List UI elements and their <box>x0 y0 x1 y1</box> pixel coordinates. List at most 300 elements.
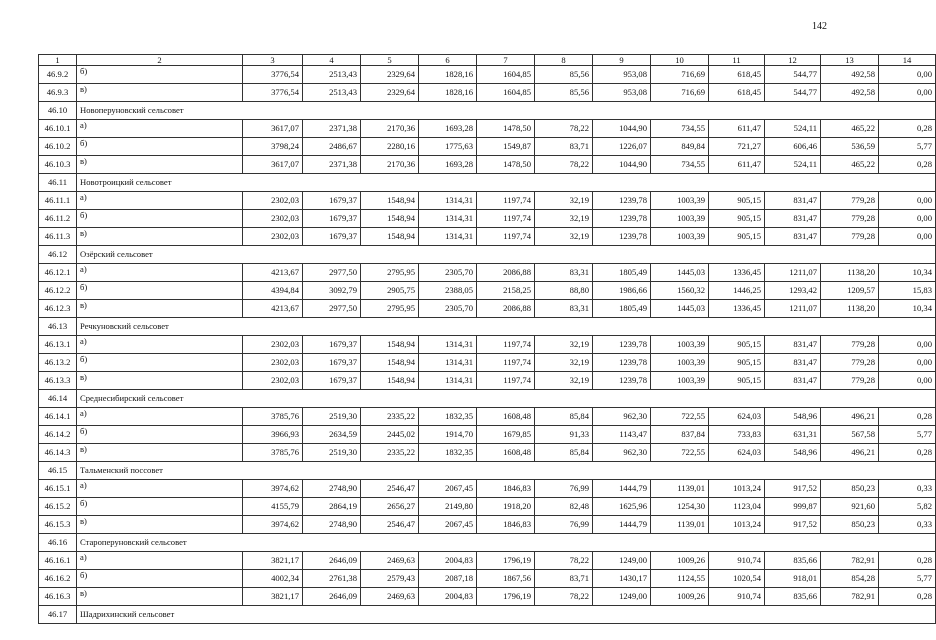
settlement-name: Речкуновский сельсовет <box>77 318 936 336</box>
value-cell: 91,33 <box>535 426 593 444</box>
row-code: 46.12.3 <box>39 300 77 318</box>
value-cell: 1139,01 <box>651 480 709 498</box>
row-code: 46.10.2 <box>39 138 77 156</box>
value-cell: 1679,37 <box>303 228 361 246</box>
table-row <box>39 192 936 210</box>
value-cell: 1314,31 <box>419 336 477 354</box>
value-cell: 1138,20 <box>821 264 879 282</box>
value-cell: 465,22 <box>821 156 879 174</box>
value-cell: 0,33 <box>879 516 936 534</box>
value-cell: 722,55 <box>651 408 709 426</box>
row-variant: б) <box>77 210 243 228</box>
value-cell: 83,31 <box>535 264 593 282</box>
value-cell: 544,77 <box>765 84 821 102</box>
value-cell: 536,59 <box>821 138 879 156</box>
value-cell: 2335,22 <box>361 444 419 462</box>
row-code: 46.16 <box>39 534 77 552</box>
value-cell: 2086,88 <box>477 264 535 282</box>
value-cell: 2149,80 <box>419 498 477 516</box>
value-cell: 1003,39 <box>651 354 709 372</box>
value-cell: 1679,85 <box>477 426 535 444</box>
value-cell: 1796,19 <box>477 588 535 606</box>
value-cell: 716,69 <box>651 84 709 102</box>
value-cell: 835,66 <box>765 552 821 570</box>
value-cell: 1336,45 <box>709 264 765 282</box>
value-cell: 2329,64 <box>361 66 419 84</box>
value-cell: 1013,24 <box>709 480 765 498</box>
column-number-2: 2 <box>77 55 243 66</box>
value-cell: 2546,47 <box>361 480 419 498</box>
value-cell: 835,66 <box>765 588 821 606</box>
value-cell: 2977,50 <box>303 264 361 282</box>
row-code: 46.16.3 <box>39 588 77 606</box>
value-cell: 2761,38 <box>303 570 361 588</box>
value-cell: 1805,49 <box>593 264 651 282</box>
row-variant: а) <box>77 120 243 138</box>
value-cell: 1197,74 <box>477 372 535 390</box>
value-cell: 2305,70 <box>419 300 477 318</box>
column-number-6: 6 <box>419 55 477 66</box>
value-cell: 2302,03 <box>243 372 303 390</box>
value-cell: 4155,79 <box>243 498 303 516</box>
value-cell: 831,47 <box>765 192 821 210</box>
value-cell: 2170,36 <box>361 156 419 174</box>
column-number-9: 9 <box>593 55 651 66</box>
value-cell: 32,19 <box>535 354 593 372</box>
section-row <box>39 534 936 552</box>
row-code: 46.15.3 <box>39 516 77 534</box>
value-cell: 492,58 <box>821 84 879 102</box>
value-cell: 1828,16 <box>419 66 477 84</box>
table-row <box>39 408 936 426</box>
value-cell: 1293,42 <box>765 282 821 300</box>
value-cell: 1197,74 <box>477 192 535 210</box>
value-cell: 2388,05 <box>419 282 477 300</box>
row-code: 46.12.1 <box>39 264 77 282</box>
table-row <box>39 480 936 498</box>
value-cell: 2905,75 <box>361 282 419 300</box>
value-cell: 85,56 <box>535 66 593 84</box>
value-cell: 465,22 <box>821 120 879 138</box>
value-cell: 2004,83 <box>419 552 477 570</box>
column-number-4: 4 <box>303 55 361 66</box>
value-cell: 734,55 <box>651 120 709 138</box>
value-cell: 953,08 <box>593 84 651 102</box>
row-variant: б) <box>77 570 243 588</box>
value-cell: 1044,90 <box>593 156 651 174</box>
value-cell: 1197,74 <box>477 336 535 354</box>
value-cell: 0,00 <box>879 336 936 354</box>
section-row <box>39 318 936 336</box>
value-cell: 1679,37 <box>303 336 361 354</box>
table-row <box>39 156 936 174</box>
value-cell: 782,91 <box>821 552 879 570</box>
value-cell: 1138,20 <box>821 300 879 318</box>
row-code: 46.14.1 <box>39 408 77 426</box>
value-cell: 1548,94 <box>361 192 419 210</box>
value-cell: 1003,39 <box>651 192 709 210</box>
value-cell: 85,84 <box>535 408 593 426</box>
value-cell: 831,47 <box>765 336 821 354</box>
value-cell: 85,84 <box>535 444 593 462</box>
value-cell: 0,00 <box>879 354 936 372</box>
value-cell: 524,11 <box>765 120 821 138</box>
table-row <box>39 516 936 534</box>
value-cell: 3974,62 <box>243 516 303 534</box>
table-row <box>39 84 936 102</box>
value-cell: 921,60 <box>821 498 879 516</box>
table-row <box>39 372 936 390</box>
value-cell: 1239,78 <box>593 210 651 228</box>
value-cell: 76,99 <box>535 480 593 498</box>
value-cell: 953,08 <box>593 66 651 84</box>
table-row <box>39 264 936 282</box>
tariff-table <box>38 54 936 624</box>
row-variant: в) <box>77 156 243 174</box>
value-cell: 2302,03 <box>243 210 303 228</box>
value-cell: 611,47 <box>709 156 765 174</box>
value-cell: 1430,17 <box>593 570 651 588</box>
value-cell: 831,47 <box>765 228 821 246</box>
column-number-12: 12 <box>765 55 821 66</box>
row-code: 46.13.3 <box>39 372 77 390</box>
value-cell: 910,74 <box>709 552 765 570</box>
row-code: 46.10 <box>39 102 77 120</box>
page-number: 142 <box>812 21 827 32</box>
value-cell: 2335,22 <box>361 408 419 426</box>
value-cell: 905,15 <box>709 210 765 228</box>
value-cell: 618,45 <box>709 66 765 84</box>
value-cell: 2280,16 <box>361 138 419 156</box>
table-row <box>39 138 936 156</box>
row-code: 46.17 <box>39 606 77 624</box>
row-code: 46.9.3 <box>39 84 77 102</box>
column-number-7: 7 <box>477 55 535 66</box>
row-code: 46.16.2 <box>39 570 77 588</box>
row-variant: б) <box>77 426 243 444</box>
value-cell: 1679,37 <box>303 372 361 390</box>
value-cell: 1139,01 <box>651 516 709 534</box>
value-cell: 0,33 <box>879 480 936 498</box>
row-code: 46.10.3 <box>39 156 77 174</box>
value-cell: 1775,63 <box>419 138 477 156</box>
row-code: 46.11.2 <box>39 210 77 228</box>
value-cell: 32,19 <box>535 192 593 210</box>
value-cell: 1211,07 <box>765 264 821 282</box>
value-cell: 1548,94 <box>361 354 419 372</box>
value-cell: 1044,90 <box>593 120 651 138</box>
column-number-1: 1 <box>39 55 77 66</box>
value-cell: 2158,25 <box>477 282 535 300</box>
value-cell: 2519,30 <box>303 408 361 426</box>
value-cell: 88,80 <box>535 282 593 300</box>
value-cell: 1832,35 <box>419 444 477 462</box>
value-cell: 32,19 <box>535 228 593 246</box>
column-number-14: 14 <box>879 55 936 66</box>
settlement-name: Новотроицкий сельсовет <box>77 174 936 192</box>
row-variant: а) <box>77 552 243 570</box>
value-cell: 1608,48 <box>477 408 535 426</box>
value-cell: 496,21 <box>821 444 879 462</box>
settlement-name: Тальменский поссовет <box>77 462 936 480</box>
value-cell: 2646,09 <box>303 588 361 606</box>
table-row <box>39 570 936 588</box>
value-cell: 3776,54 <box>243 66 303 84</box>
value-cell: 721,27 <box>709 138 765 156</box>
value-cell: 1828,16 <box>419 84 477 102</box>
value-cell: 2086,88 <box>477 300 535 318</box>
value-cell: 2067,45 <box>419 480 477 498</box>
value-cell: 1986,66 <box>593 282 651 300</box>
value-cell: 492,58 <box>821 66 879 84</box>
column-number-10: 10 <box>651 55 709 66</box>
table-row <box>39 228 936 246</box>
settlement-name: Староперуновский сельсовет <box>77 534 936 552</box>
value-cell: 1254,30 <box>651 498 709 516</box>
row-code: 46.9.2 <box>39 66 77 84</box>
value-cell: 624,03 <box>709 408 765 426</box>
value-cell: 1832,35 <box>419 408 477 426</box>
value-cell: 1548,94 <box>361 372 419 390</box>
value-cell: 716,69 <box>651 66 709 84</box>
value-cell: 1314,31 <box>419 372 477 390</box>
table-row <box>39 426 936 444</box>
row-variant: а) <box>77 480 243 498</box>
value-cell: 15,83 <box>879 282 936 300</box>
value-cell: 1693,28 <box>419 120 477 138</box>
value-cell: 2513,43 <box>303 84 361 102</box>
value-cell: 0,28 <box>879 120 936 138</box>
value-cell: 1239,78 <box>593 354 651 372</box>
value-cell: 905,15 <box>709 372 765 390</box>
section-row <box>39 102 936 120</box>
value-cell: 1796,19 <box>477 552 535 570</box>
row-code: 46.15.1 <box>39 480 77 498</box>
row-code: 46.13.1 <box>39 336 77 354</box>
row-code: 46.11.3 <box>39 228 77 246</box>
value-cell: 4394,84 <box>243 282 303 300</box>
value-cell: 1478,50 <box>477 120 535 138</box>
value-cell: 1608,48 <box>477 444 535 462</box>
value-cell: 0,00 <box>879 372 936 390</box>
value-cell: 905,15 <box>709 192 765 210</box>
value-cell: 1209,57 <box>821 282 879 300</box>
value-cell: 1239,78 <box>593 228 651 246</box>
value-cell: 831,47 <box>765 372 821 390</box>
value-cell: 1445,03 <box>651 300 709 318</box>
value-cell: 624,03 <box>709 444 765 462</box>
value-cell: 2646,09 <box>303 552 361 570</box>
value-cell: 3776,54 <box>243 84 303 102</box>
value-cell: 0,28 <box>879 408 936 426</box>
settlement-name: Шадрихинский сельсовет <box>77 606 936 624</box>
value-cell: 10,34 <box>879 264 936 282</box>
value-cell: 82,48 <box>535 498 593 516</box>
value-cell: 1693,28 <box>419 156 477 174</box>
value-cell: 567,58 <box>821 426 879 444</box>
row-code: 46.12 <box>39 246 77 264</box>
value-cell: 0,28 <box>879 156 936 174</box>
value-cell: 2305,70 <box>419 264 477 282</box>
value-cell: 779,28 <box>821 210 879 228</box>
value-cell: 1625,96 <box>593 498 651 516</box>
value-cell: 999,87 <box>765 498 821 516</box>
value-cell: 1444,79 <box>593 480 651 498</box>
table-row <box>39 300 936 318</box>
value-cell: 917,52 <box>765 516 821 534</box>
value-cell: 1548,94 <box>361 210 419 228</box>
row-variant: а) <box>77 264 243 282</box>
row-code: 46.16.1 <box>39 552 77 570</box>
value-cell: 850,23 <box>821 480 879 498</box>
value-cell: 2579,43 <box>361 570 419 588</box>
value-cell: 779,28 <box>821 336 879 354</box>
value-cell: 1446,25 <box>709 282 765 300</box>
value-cell: 1003,39 <box>651 210 709 228</box>
value-cell: 918,01 <box>765 570 821 588</box>
row-variant: б) <box>77 66 243 84</box>
value-cell: 2469,63 <box>361 552 419 570</box>
value-cell: 1003,39 <box>651 228 709 246</box>
section-row <box>39 246 936 264</box>
value-cell: 1548,94 <box>361 336 419 354</box>
value-cell: 2634,59 <box>303 426 361 444</box>
value-cell: 2067,45 <box>419 516 477 534</box>
value-cell: 32,19 <box>535 372 593 390</box>
table-row <box>39 444 936 462</box>
value-cell: 4213,67 <box>243 300 303 318</box>
value-cell: 1239,78 <box>593 336 651 354</box>
value-cell: 5,77 <box>879 570 936 588</box>
value-cell: 2656,27 <box>361 498 419 516</box>
row-code: 46.13 <box>39 318 77 336</box>
table-row <box>39 588 936 606</box>
value-cell: 2795,95 <box>361 300 419 318</box>
value-cell: 3798,24 <box>243 138 303 156</box>
value-cell: 618,45 <box>709 84 765 102</box>
value-cell: 962,30 <box>593 408 651 426</box>
value-cell: 3785,76 <box>243 444 303 462</box>
value-cell: 0,28 <box>879 444 936 462</box>
value-cell: 0,28 <box>879 588 936 606</box>
value-cell: 1548,94 <box>361 228 419 246</box>
value-cell: 1604,85 <box>477 66 535 84</box>
value-cell: 1336,45 <box>709 300 765 318</box>
value-cell: 1211,07 <box>765 300 821 318</box>
row-variant: в) <box>77 372 243 390</box>
row-variant: б) <box>77 354 243 372</box>
value-cell: 2302,03 <box>243 354 303 372</box>
value-cell: 1314,31 <box>419 210 477 228</box>
value-cell: 2546,47 <box>361 516 419 534</box>
value-cell: 779,28 <box>821 192 879 210</box>
row-variant: в) <box>77 588 243 606</box>
section-row <box>39 606 936 624</box>
column-number-5: 5 <box>361 55 419 66</box>
row-variant: а) <box>77 336 243 354</box>
value-cell: 78,22 <box>535 156 593 174</box>
value-cell: 1549,87 <box>477 138 535 156</box>
value-cell: 1679,37 <box>303 192 361 210</box>
table-row <box>39 552 936 570</box>
value-cell: 2486,67 <box>303 138 361 156</box>
value-cell: 1123,04 <box>709 498 765 516</box>
value-cell: 850,23 <box>821 516 879 534</box>
row-variant: в) <box>77 516 243 534</box>
value-cell: 2748,90 <box>303 480 361 498</box>
settlement-name: Озёрский сельсовет <box>77 246 936 264</box>
value-cell: 1226,07 <box>593 138 651 156</box>
row-code: 46.12.2 <box>39 282 77 300</box>
value-cell: 1020,54 <box>709 570 765 588</box>
value-cell: 722,55 <box>651 444 709 462</box>
value-cell: 548,96 <box>765 408 821 426</box>
value-cell: 83,71 <box>535 570 593 588</box>
value-cell: 779,28 <box>821 372 879 390</box>
row-code: 46.14.3 <box>39 444 77 462</box>
value-cell: 1444,79 <box>593 516 651 534</box>
value-cell: 917,52 <box>765 480 821 498</box>
value-cell: 3617,07 <box>243 120 303 138</box>
value-cell: 1009,26 <box>651 552 709 570</box>
section-row <box>39 390 936 408</box>
value-cell: 779,28 <box>821 228 879 246</box>
value-cell: 0,00 <box>879 84 936 102</box>
value-cell: 2748,90 <box>303 516 361 534</box>
table-row <box>39 210 936 228</box>
column-number-11: 11 <box>709 55 765 66</box>
value-cell: 1143,47 <box>593 426 651 444</box>
row-variant: в) <box>77 300 243 318</box>
value-cell: 2977,50 <box>303 300 361 318</box>
value-cell: 905,15 <box>709 336 765 354</box>
value-cell: 1805,49 <box>593 300 651 318</box>
value-cell: 910,74 <box>709 588 765 606</box>
value-cell: 1009,26 <box>651 588 709 606</box>
value-cell: 2087,18 <box>419 570 477 588</box>
value-cell: 2302,03 <box>243 336 303 354</box>
value-cell: 2302,03 <box>243 192 303 210</box>
value-cell: 10,34 <box>879 300 936 318</box>
value-cell: 854,28 <box>821 570 879 588</box>
row-code: 46.14.2 <box>39 426 77 444</box>
value-cell: 962,30 <box>593 444 651 462</box>
value-cell: 32,19 <box>535 336 593 354</box>
value-cell: 2864,19 <box>303 498 361 516</box>
value-cell: 4213,67 <box>243 264 303 282</box>
value-cell: 1314,31 <box>419 354 477 372</box>
value-cell: 849,84 <box>651 138 709 156</box>
value-cell: 5,82 <box>879 498 936 516</box>
value-cell: 2469,63 <box>361 588 419 606</box>
value-cell: 779,28 <box>821 354 879 372</box>
value-cell: 837,84 <box>651 426 709 444</box>
row-variant: в) <box>77 444 243 462</box>
value-cell: 611,47 <box>709 120 765 138</box>
value-cell: 2513,43 <box>303 66 361 84</box>
value-cell: 0,28 <box>879 552 936 570</box>
value-cell: 548,96 <box>765 444 821 462</box>
value-cell: 1003,39 <box>651 336 709 354</box>
value-cell: 3785,76 <box>243 408 303 426</box>
value-cell: 2519,30 <box>303 444 361 462</box>
value-cell: 78,22 <box>535 588 593 606</box>
value-cell: 0,00 <box>879 66 936 84</box>
column-number-13: 13 <box>821 55 879 66</box>
value-cell: 905,15 <box>709 354 765 372</box>
row-variant: а) <box>77 192 243 210</box>
value-cell: 496,21 <box>821 408 879 426</box>
